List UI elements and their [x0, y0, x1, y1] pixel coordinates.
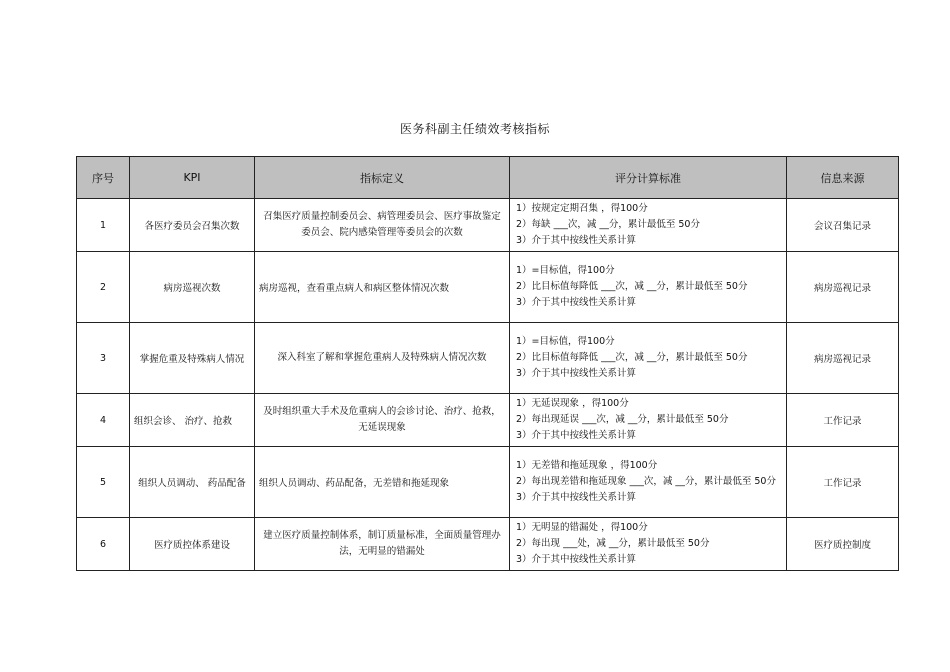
kpi-definition: 病房巡视，查看重点病人和病区整体情况次数	[255, 252, 510, 323]
document-title: 医务科副主任绩效考核指标	[399, 122, 550, 136]
info-source: 工作记录	[787, 394, 899, 447]
criteria-line: 2）比目标值每降低 ___次，减 __分，累计最低至 50分	[516, 281, 748, 292]
scoring-criteria	[510, 199, 787, 252]
row-number: 1	[77, 199, 130, 252]
kpi-table	[76, 156, 899, 571]
kpi-name: 掌握危重及特殊病人情况	[130, 323, 255, 394]
table-row	[77, 199, 899, 252]
kpi-definition: 组织人员调动、药品配备，无差错和拖延现象	[255, 447, 510, 518]
kpi-definition: 建立医疗质量控制体系，制订质量标准，全面质量管理办法，无明显的错漏处	[255, 518, 510, 571]
scoring-criteria	[510, 518, 787, 571]
criteria-line: 3）介于其中按线性关系计算	[516, 554, 637, 565]
criteria-line: 3）介于其中按线性关系计算	[516, 430, 637, 441]
header-row	[77, 157, 899, 199]
table-row	[77, 323, 899, 394]
row-number: 2	[77, 252, 130, 323]
info-source: 病房巡视记录	[787, 323, 899, 394]
table-row	[77, 518, 899, 571]
criteria-line: 1）无延误现象 ，得100分	[516, 398, 629, 409]
row-number: 3	[77, 323, 130, 394]
criteria-line: 1）无差错和拖延现象 ，得100分	[516, 460, 658, 471]
criteria-line: 1）按规定定期召集 ，得100分	[516, 203, 648, 214]
criteria-line: 3）介于其中按线性关系计算	[516, 235, 637, 246]
row-number: 4	[77, 394, 130, 447]
scoring-criteria	[510, 447, 787, 518]
criteria-line: 1）=目标值，得100分	[516, 265, 615, 276]
scoring-criteria	[510, 394, 787, 447]
kpi-name: 各医疗委员会召集次数	[130, 199, 255, 252]
table-row	[77, 252, 899, 323]
criteria-line: 2）每出现 ___处，减 __分，累计最低至 50分	[516, 538, 710, 549]
table-row	[77, 394, 899, 447]
kpi-definition: 召集医疗质量控制委员会、病管理委员会、医疗事故鉴定委员会、院内感染管理等委员会的次数	[255, 199, 510, 252]
scoring-criteria	[510, 323, 787, 394]
kpi-definition: 深入科室了解和掌握危重病人及特殊病人情况次数	[255, 323, 510, 394]
kpi-name: 组织人员调动、 药品配备	[130, 447, 255, 518]
header-kpi: KPI	[130, 157, 255, 199]
row-number: 5	[77, 447, 130, 518]
header-criteria: 评分计算标准	[510, 157, 787, 199]
criteria-line: 2）每出现延误 ___次，减 __分，累计最低至 50分	[516, 414, 729, 425]
kpi-name: 病房巡视次数	[130, 252, 255, 323]
criteria-line: 3）介于其中按线性关系计算	[516, 368, 637, 379]
kpi-name: 组织会诊、 治疗、抢救	[130, 394, 255, 447]
criteria-line: 2）每缺 ___次，减 __分，累计最低至 50分	[516, 219, 700, 230]
info-source: 病房巡视记录	[787, 252, 899, 323]
header-definition: 指标定义	[255, 157, 510, 199]
criteria-line: 3）介于其中按线性关系计算	[516, 297, 637, 308]
table-row	[77, 447, 899, 518]
criteria-line: 2）每出现差错和拖延现象 ___次，减 __分，累计最低至 50分	[516, 476, 776, 487]
kpi-name: 医疗质控体系建设	[130, 518, 255, 571]
criteria-line: 1）=目标值，得100分	[516, 336, 615, 347]
header-source: 信息来源	[787, 157, 899, 199]
row-number: 6	[77, 518, 130, 571]
criteria-line: 1）无明显的错漏处 ，得100分	[516, 522, 648, 533]
kpi-definition: 及时组织重大手术及危重病人的会诊讨论、治疗、抢救，无延误现象	[255, 394, 510, 447]
info-source: 会议召集记录	[787, 199, 899, 252]
info-source: 工作记录	[787, 447, 899, 518]
criteria-line: 3）介于其中按线性关系计算	[516, 492, 637, 503]
info-source: 医疗质控制度	[787, 518, 899, 571]
header-no: 序号	[77, 157, 130, 199]
criteria-line: 2）比目标值每降低 ___次，减 __分，累计最低至 50分	[516, 352, 748, 363]
scoring-criteria	[510, 252, 787, 323]
